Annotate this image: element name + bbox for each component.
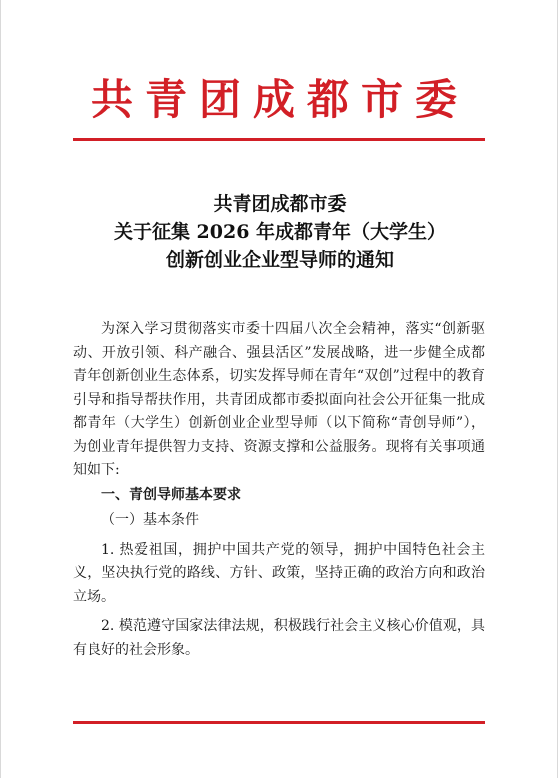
organization-header: 共青团成都市委 (90, 75, 469, 124)
notice-body (73, 318, 485, 662)
title-line-issuer: 共青团成都市委 (213, 193, 347, 215)
intro-paragraph: 为深入学习贯彻落实市委十四届八次全会精神，落实“创新驱动、开放引领、科产融合、强县活区”发展战略，进一步健全成都青年创新创业生态体系，切实发挥导师在青年“双创”过程中的教育引导和指导帮扶作用，共青团成都市委拟面向社会公开征集一批成都青年（大学生）创新创业企业型导师（以下简称“青创导师”），为创业青年提供智力支持、资源支撑和公益服务。现将有关事项通知如下: (73, 321, 485, 478)
requirement-item-2: 2. 模范遵守国家法律法规，积极践行社会主义核心价值观，具有良好的社会形象。 (73, 618, 485, 658)
section-heading-basic-requirements: 一、青创导师基本要求 (101, 486, 241, 503)
notice-title (1, 190, 558, 274)
header-red-rule (73, 138, 485, 141)
subsection-heading-basic-conditions: （一）基本条件 (101, 512, 199, 528)
title-line-subject: 关于征集 2026 年成都青年（大学生） (113, 221, 447, 243)
title-line-topic: 创新创业企业型导师的通知 (165, 249, 394, 271)
requirement-item-1: 1. 热爱祖国，拥护中国共产党的领导，拥护中国特色社会主义，坚决执行党的路线、方针、政策，坚持正确的政治方向和政治立场。 (73, 541, 485, 605)
footer-red-rule (73, 721, 485, 724)
